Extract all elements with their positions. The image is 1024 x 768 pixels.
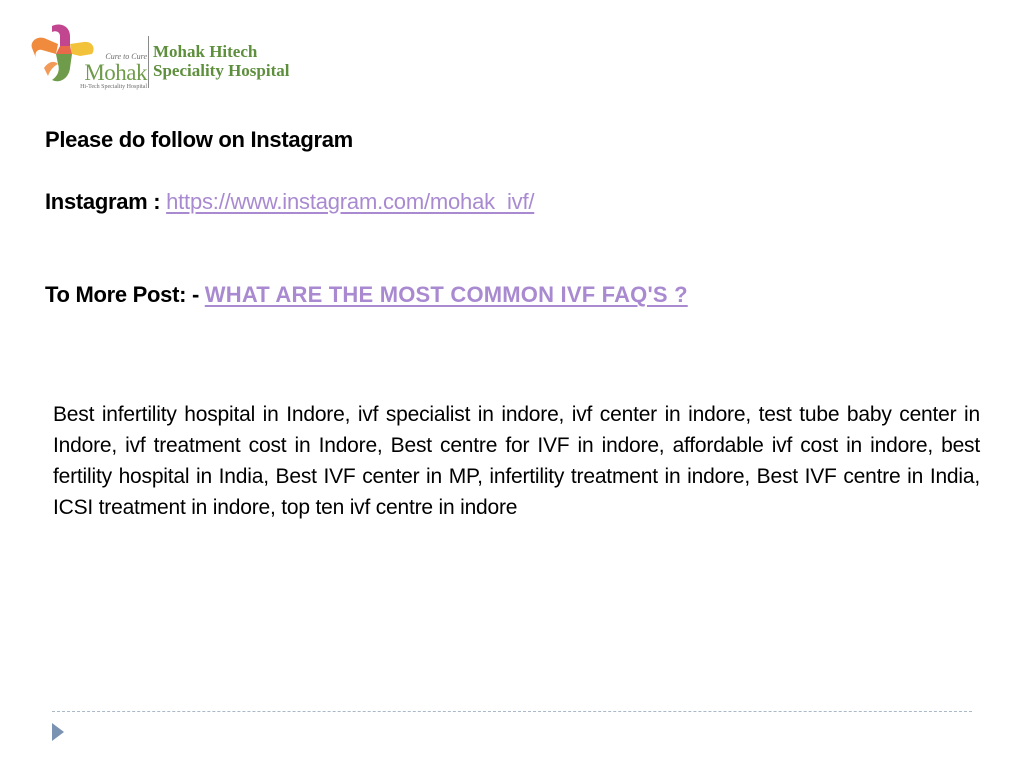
logo-divider [148, 36, 149, 88]
more-post-line [45, 282, 688, 308]
instagram-line [45, 189, 534, 215]
footer-divider [52, 711, 972, 712]
instagram-label: Instagram : [45, 189, 167, 214]
faq-post-link[interactable]: WHAT ARE THE MOST COMMON IVF FAQ'S ? [204, 282, 688, 307]
keywords-paragraph: Best infertility hospital in Indore, ivf specialist in indore, ivf center in indore, test tube baby center in Indore, ivf treatment cost in Indore, Best centre for IVF in indore, affordable ivf cost in indore, best fertility hospital in India, Best IVF center in MP, infertility treatment in indore, Best IVF centre in India, ICSI treatment in indore, top ten ivf centre in indore [53, 403, 980, 519]
hospital-name [153, 42, 289, 80]
play-arrow-icon[interactable] [52, 723, 64, 741]
logo-wordmark: Mohak [84, 60, 147, 85]
hospital-name-line2: Speciality Hospital [153, 61, 290, 80]
instagram-link[interactable]: https://www.instagram.com/mohak_ivf/ [166, 189, 535, 214]
hospital-name-line1: Mohak Hitech [153, 42, 258, 61]
hospital-logo [30, 22, 330, 92]
more-post-label: To More Post: - [45, 282, 205, 307]
logo-subtitle: Hi-Tech Speciality Hospital [80, 84, 147, 90]
follow-heading: Please do follow on Instagram [45, 127, 353, 152]
logo-tagline: Cure to Cure [105, 52, 147, 61]
